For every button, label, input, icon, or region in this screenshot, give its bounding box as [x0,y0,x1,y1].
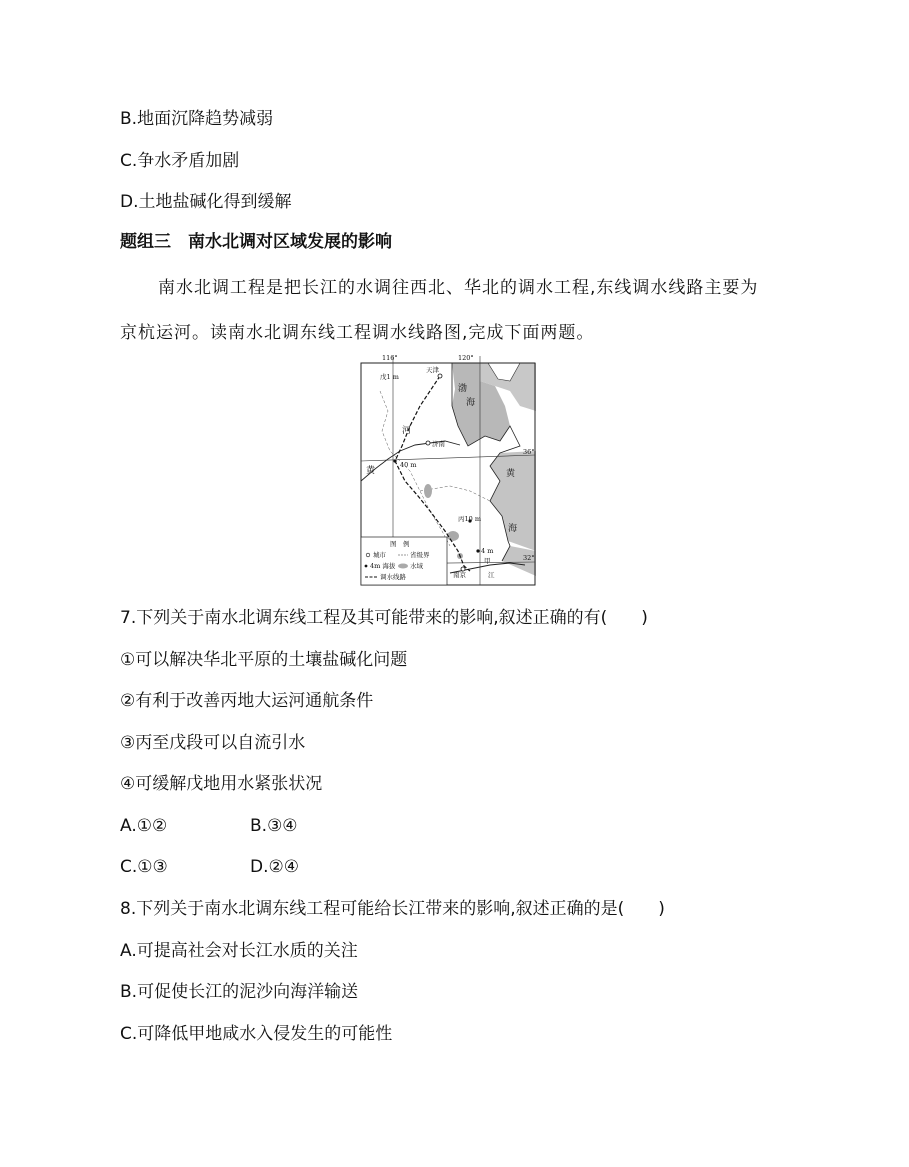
point-4m [476,549,479,552]
q7-option-c: C.①③ [120,857,168,877]
label-4m: 4 m [481,547,494,555]
label-nanjing: 南京 [453,571,466,579]
label-lon-120: 120° [458,354,474,362]
section-heading: 题组三 南水北调对区域发展的影响 [120,232,392,252]
yellow-sea [490,451,536,551]
q7-statement-2: ②有利于改善丙地大运河通航条件 [120,691,374,711]
legend-elevation-icon [365,565,368,568]
label-tianjin: 天津 [426,366,439,374]
label-lat-32: 32° [523,554,535,562]
q7-statement-1: ①可以解决华北平原的土壤盐碱化问题 [120,650,408,670]
q7-option-d: D.②④ [250,857,299,877]
legend-water-icon [398,564,408,569]
route-map [360,351,536,587]
q8-option-a: A.可提高社会对长江水质的关注 [120,941,358,961]
label-yellow-sea-2: 海 [508,524,518,534]
q7-stem [120,607,648,629]
legend-border: 省级界 [410,551,430,559]
q8-stem [120,898,665,920]
legend-elevation: 4m 海拔 [370,562,396,570]
q8-option-b: B.可促使长江的泥沙向海洋输送 [120,982,359,1002]
label-jinan: 济南 [432,440,445,448]
label-wu: 戊1 m [380,373,399,381]
q7-statement-3: ③丙至戊段可以自流引水 [120,733,306,753]
legend-title: 图 例 [390,540,410,548]
q8-stem-close: ) [658,899,665,919]
label-lat-36: 36° [523,448,535,456]
q8-option-c: C.可降低甲地咸水入侵发生的可能性 [120,1024,393,1044]
intro-line-2: 京杭运河。读南水北调东线工程调水线路图,完成下面两题。 [120,323,595,343]
legend-route: 调水线路 [380,573,406,581]
legend-city-icon [366,553,370,557]
label-jia: 甲 [484,557,491,565]
q7-statement-4: ④可缓解戊地用水紧张状况 [120,774,323,794]
q8-stem-text: 8.下列关于南水北调东线工程可能给长江带来的影响,叙述正确的是( [120,899,625,919]
label-lon-116: 116° [382,354,398,362]
label-he: 河 [402,426,412,436]
prev-option-c: C.争水矛盾加剧 [120,151,240,171]
label-40m: 40 m [400,461,417,469]
legend-water: 水域 [410,562,423,570]
label-bing: 丙10 m [458,515,482,523]
label-jiang: 江 [488,571,495,579]
label-bohai-1: 渤 [458,384,468,394]
legend-city: 城市 [373,551,386,559]
label-yellow-sea-1: 黄 [506,469,516,479]
q7-option-a: A.①② [120,816,168,836]
label-huang: 黄 [366,466,376,476]
prev-option-d: D.土地盐碱化得到缓解 [120,192,292,212]
prev-option-b: B.地面沉降趋势减弱 [120,109,274,129]
q7-option-b: B.③④ [250,816,298,836]
city-tianjin [438,374,442,378]
q7-stem-text: 7.下列关于南水北调东线工程及其可能带来的影响,叙述正确的有( [120,608,608,628]
city-jinan [426,441,430,445]
lake-weishan [424,484,432,498]
route-map-svg [360,351,536,587]
intro-line-1: 南水北调工程是把长江的水调往西北、华北的调水工程,东线调水线路主要为 [158,278,759,298]
label-bohai-2: 海 [466,398,476,408]
q7-stem-close: ) [641,608,648,628]
point-40m [393,459,396,462]
